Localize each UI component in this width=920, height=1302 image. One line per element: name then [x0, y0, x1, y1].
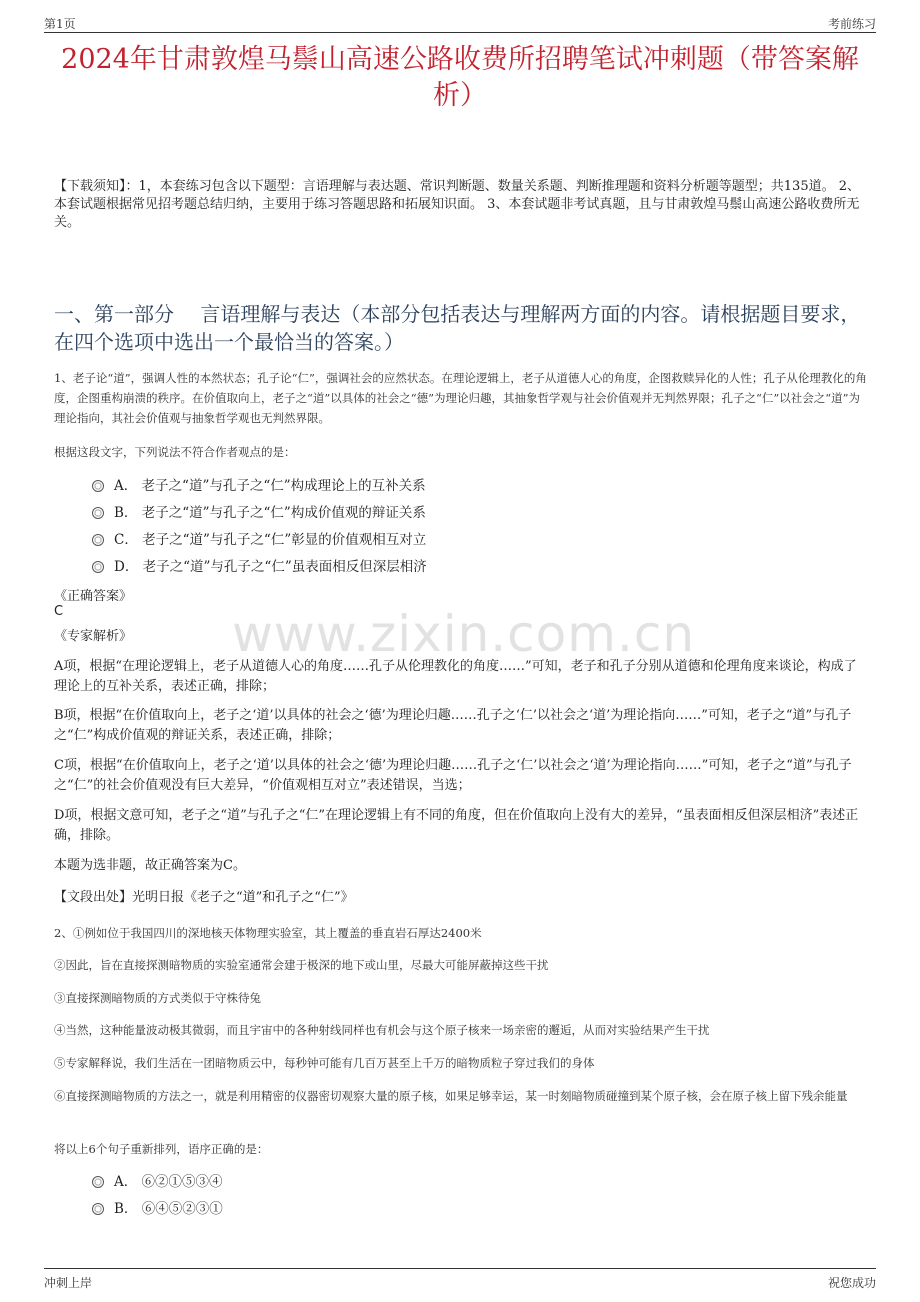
- analysis-c: C项，根据“在价值取向上，老子之‘道’以具体的社会之‘德’为理论归趣……孔子之‘仁’以社会之‘道’为理论指向……”可知，老子之“道”与孔子之“仁”的社会价值观没有巨大差异，“价值观相互对立”表述错误，当选；: [54, 758, 852, 793]
- radio-icon[interactable]: [92, 1203, 104, 1215]
- download-notice: 【下载须知】：1，本套练习包含以下题型：言语理解与表达题、常识判断题、数量关系题、判断推理题和资料分析题等题型；共135道。 2、本套试题根据常见招考题总结归纳，主要用于练习答题思路和拓展知识面。 3、本套试题非考试真题，且与甘肃敦煌马鬃山高速公路收费所无关。: [54, 179, 860, 230]
- option-label: A． 老子之“道”与孔子之“仁”构成理论上的互补关系: [114, 478, 426, 494]
- q2-sentence-2: ②因此，旨在直接探测暗物质的实验室通常会建于极深的地下或山里，尽最大可能屏蔽掉这些干扰: [54, 958, 549, 972]
- q1-option-b[interactable]: [92, 503, 426, 523]
- radio-icon[interactable]: [92, 1176, 104, 1188]
- answer-value: C: [54, 604, 64, 619]
- footer-left-label: 冲刺上岸: [44, 1276, 93, 1290]
- page-footer: [44, 1268, 876, 1293]
- q2-sentence-1: 2、①例如位于我国四川的深地核天体物理实验室，其上覆盖的垂直岩石厚达2400米: [54, 926, 482, 940]
- header-label: 考前练习: [827, 17, 876, 31]
- q1-question: 根据这段文字，下列说法不符合作者观点的是：: [54, 445, 296, 459]
- q1-stem: 1、老子论“道”，强调人性的本然状态；孔子论“仁”，强调社会的应然状态。在理论逻辑上，老子从道德人心的角度，企图救赎异化的人性；孔子从伦理教化的角度，企图重构崩溃的秩序。在价值取向上，老子之“道”以具体的社会之“德”为理论归趣，其抽象哲学观与社会价值观并无判然界限；孔子之“仁”以社会之“道”为理论指向，其社会价值观与抽象哲学观也无判然界限。: [54, 371, 867, 425]
- q2-option-b[interactable]: [92, 1199, 223, 1219]
- footer-right-label: 祝您成功: [827, 1276, 876, 1290]
- q2-sentence-5: ⑤专家解释说，我们生活在一团暗物质云中，每秒钟可能有几百万甚至上千万的暗物质粒子穿过我们的身体: [54, 1056, 595, 1070]
- watermark: www.zixin.com.cn: [232, 605, 696, 663]
- analysis-conclusion: 本题为选非题，故正确答案为C。: [54, 858, 246, 873]
- q1-option-d[interactable]: [92, 557, 427, 577]
- option-label: B． ⑥④⑤②③①: [114, 1201, 223, 1217]
- radio-icon[interactable]: [92, 507, 104, 519]
- q1-option-c[interactable]: [92, 530, 426, 550]
- section-title: 一、第一部分 言语理解与表达（本部分包括表达与理解两方面的内容。请根据题目要求，在四个选项中选出一个最恰当的答案。）: [54, 302, 861, 354]
- answer-label: 《正确答案》: [54, 589, 133, 604]
- radio-icon[interactable]: [92, 480, 104, 492]
- page-header: [44, 12, 876, 33]
- analysis-b: B项，根据“在价值取向上，老子之‘道’以具体的社会之‘德’为理论归趣……孔子之‘仁’以社会之‘道’为理论指向……”可知，老子之“道”与孔子之“仁”构成价值观的辩证关系，表述正确，排除；: [54, 708, 852, 743]
- option-label: B． 老子之“道”与孔子之“仁”构成价值观的辩证关系: [114, 505, 426, 521]
- page-number: 第1页: [44, 17, 76, 31]
- q2-question: 将以上6个句子重新排列，语序正确的是：: [54, 1142, 269, 1156]
- option-label: D． 老子之“道”与孔子之“仁”虽表面相反但深层相济: [114, 559, 427, 575]
- option-label: C． 老子之“道”与孔子之“仁”彰显的价值观相互对立: [114, 532, 427, 548]
- radio-icon[interactable]: [92, 561, 104, 573]
- document-title: 2024年甘肃敦煌马鬃山高速公路收费所招聘笔试冲刺题（带答案解析）: [61, 44, 859, 111]
- analysis-d: D项，根据文意可知，老子之“道”与孔子之“仁”在理论逻辑上有不同的角度，但在价值取向上没有大的差异，“虽表面相反但深层相济”表述正确，排除。: [54, 808, 859, 843]
- q2-sentence-3: ③直接探测暗物质的方式类似于守株待兔: [54, 991, 261, 1005]
- option-label: A． ⑥②①⑤③④: [114, 1174, 223, 1190]
- analysis-label: 《专家解析》: [54, 629, 133, 644]
- radio-icon[interactable]: [92, 534, 104, 546]
- q1-option-a[interactable]: [92, 476, 426, 496]
- source-citation: 【文段出处】光明日报《老子之“道”和孔子之“仁”》: [54, 890, 354, 905]
- q2-sentence-4: ④当然，这种能量波动极其微弱，而且宇宙中的各种射线同样也有机会与这个原子核来一场亲密的邂逅，从而对实验结果产生干扰: [54, 1023, 710, 1037]
- q2-sentence-6: ⑥直接探测暗物质的方法之一，就是利用精密的仪器密切观察大量的原子核，如果足够幸运，某一时刻暗物质碰撞到某个原子核，会在原子核上留下残余能量: [54, 1089, 848, 1103]
- q2-option-a[interactable]: [92, 1172, 223, 1192]
- analysis-a: A项，根据“在理论逻辑上，老子从道德人心的角度……孔子从伦理教化的角度……”可知，老子和孔子分别从道德和伦理角度来谈论，构成了理论上的互补关系，表述正确，排除；: [54, 659, 857, 694]
